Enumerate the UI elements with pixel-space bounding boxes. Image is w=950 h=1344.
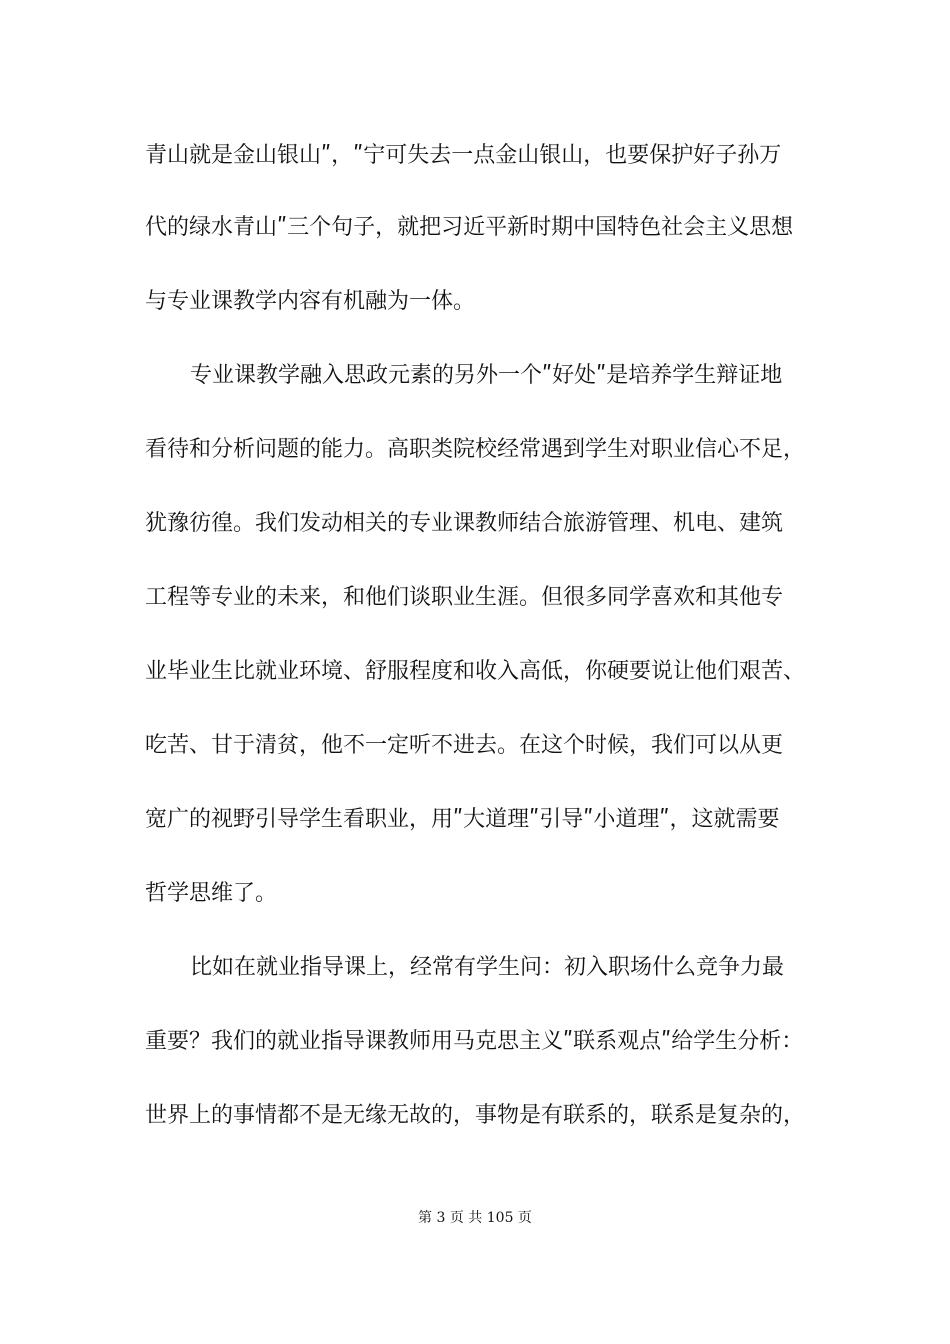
page-number-footer: 第 3 页 共 105 页 (418, 1210, 532, 1226)
text-line: 业毕业生比就业环境、舒服程度和收入高低，你硬要说让他们艰苦、 (145, 659, 806, 684)
text-line: 工程等专业的未来，和他们谈职业生涯。但很多同学喜欢和其他专 (145, 585, 784, 610)
text-line: 哲学思维了。 (145, 881, 278, 906)
text-line: 代的绿水青山ʺ三个句子，就把习近平新时期中国特色社会主义思想 (145, 215, 794, 240)
text-line: 世界上的事情都不是无缘无故的，事物是有联系的，联系是复杂的， (145, 1103, 806, 1128)
paragraph-first-line: 比如在就业指导课上，经常有学生问：初入职场什么竞争力最 (190, 955, 785, 980)
text-line: 宽广的视野引导学生看职业，用ʺ大道理ʺ引导ʺ小道理ʺ，这就需要 (145, 807, 780, 832)
text-line: 重要？我们的就业指导课教师用马克思主义ʺ联系观点ʺ给学生分析： (145, 1029, 804, 1054)
text-line: 看待和分析问题的能力。高职类院校经常遇到学生对职业信心不足， (145, 437, 806, 462)
text-line: 与专业课教学内容有机融为一体。 (145, 289, 476, 314)
text-line: 犹豫彷徨。我们发动相关的专业课教师结合旅游管理、机电、建筑 (145, 511, 784, 536)
paragraph-first-line: 专业课教学融入思政元素的另外一个ʺ好处ʺ是培养学生辩证地 (190, 363, 783, 388)
text-line: 青山就是金山银山ʺ，ʺ宁可失去一点金山银山，也要保护好子孙万 (145, 143, 782, 168)
text-line: 吃苦、甘于清贫，他不一定听不进去。在这个时候，我们可以从更 (145, 733, 784, 758)
